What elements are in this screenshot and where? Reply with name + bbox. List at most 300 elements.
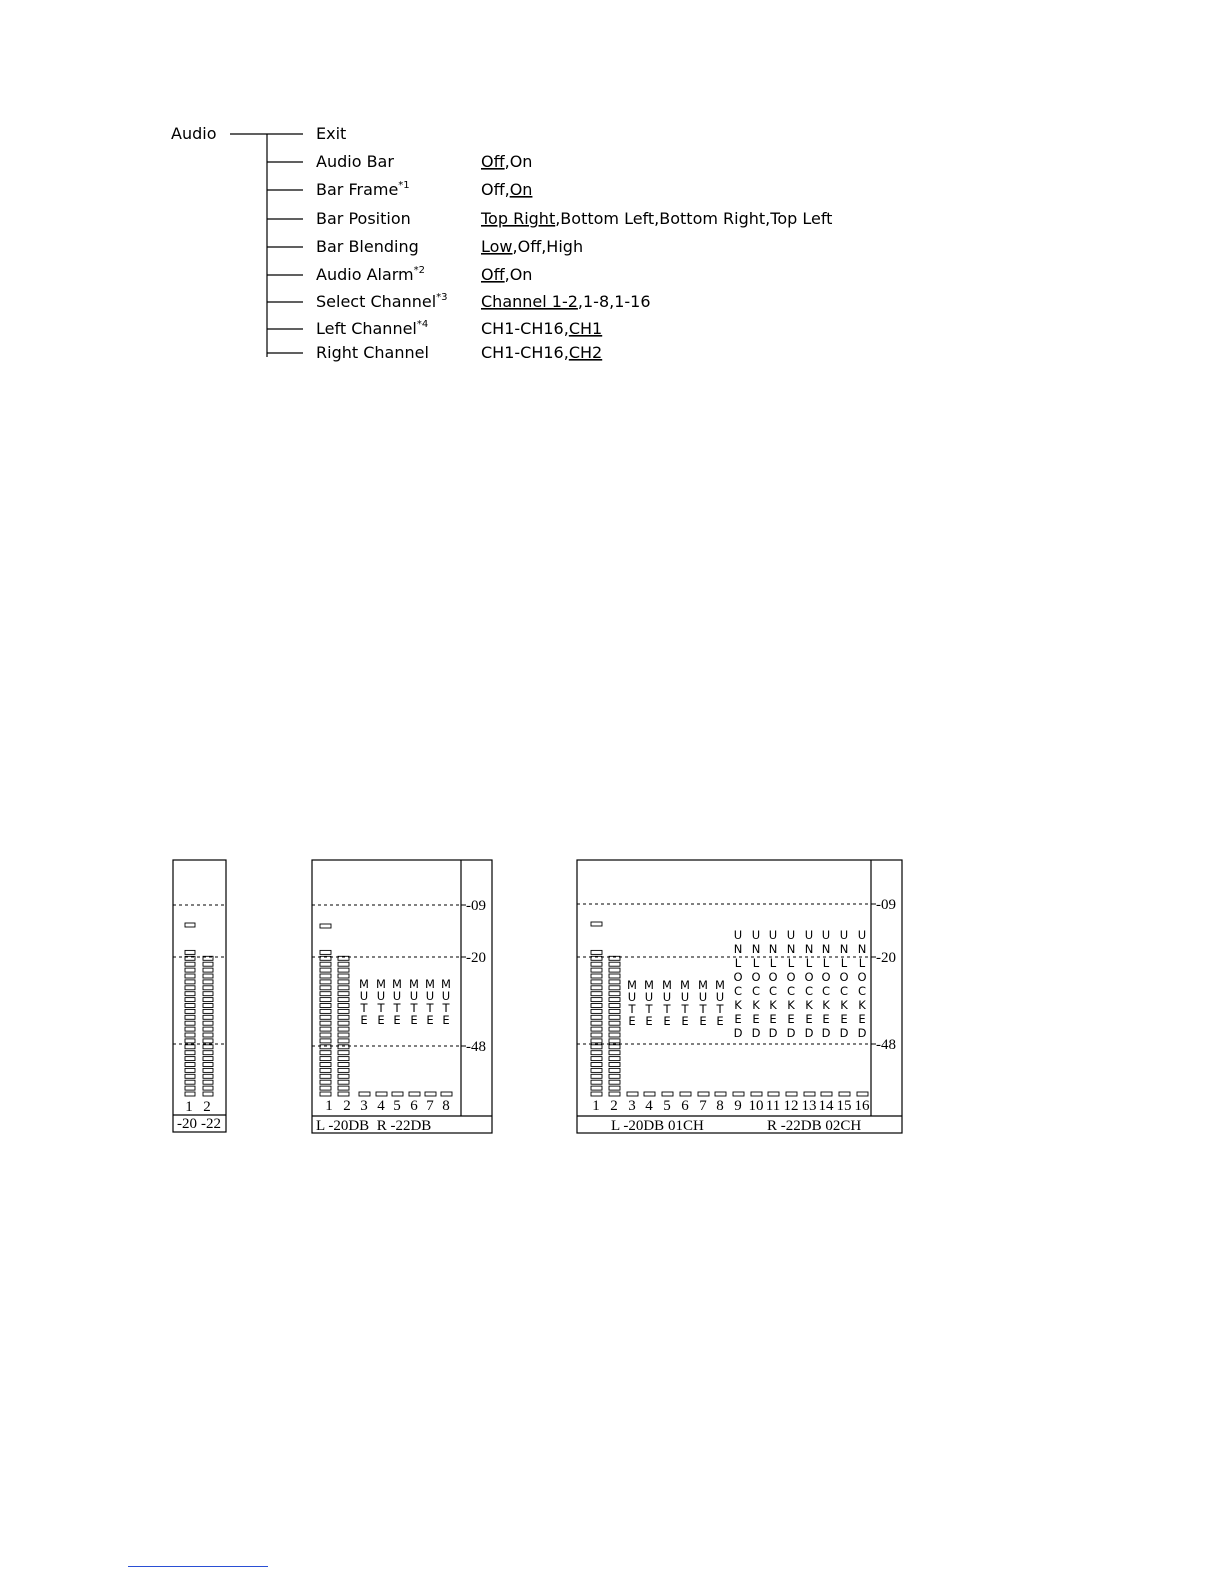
level-segment	[320, 1057, 331, 1061]
channel-number: 7	[699, 1098, 707, 1114]
meter-frame	[173, 860, 226, 1132]
status-letter: M	[698, 978, 708, 992]
level-segment	[591, 986, 602, 990]
channel-number: 4	[377, 1098, 385, 1114]
level-segment	[338, 1057, 349, 1061]
status-letter: M	[715, 978, 725, 992]
channel-number: 2	[610, 1098, 618, 1114]
level-segment	[320, 1015, 331, 1019]
scale-label: -48	[466, 1039, 486, 1055]
level-segment	[715, 1092, 726, 1096]
channel-status-label	[392, 977, 402, 1027]
status-letter: O	[786, 970, 796, 984]
status-letter: K	[769, 998, 777, 1012]
level-segment	[338, 1009, 349, 1013]
channel-status-label	[857, 928, 866, 1040]
status-letter: D	[839, 1026, 849, 1040]
status-letter: T	[645, 1002, 653, 1016]
status-letter: M	[644, 978, 654, 992]
level-segment	[203, 1015, 213, 1019]
status-letter: U	[751, 928, 761, 942]
level-readout: L -20DB R -22DB	[316, 1118, 432, 1134]
level-segment	[203, 1068, 213, 1072]
level-segment	[591, 1045, 602, 1049]
level-segment	[185, 980, 195, 984]
level-segment	[320, 1063, 331, 1067]
peak-hold-segment	[591, 922, 602, 926]
channel-status-label	[839, 928, 848, 1040]
level-segment	[627, 1092, 638, 1096]
status-letter: M	[392, 977, 402, 991]
level-segment	[203, 962, 213, 966]
channel-number: 15	[836, 1098, 852, 1114]
level-segment	[441, 1092, 452, 1096]
status-letter: O	[839, 970, 849, 984]
level-segment	[338, 1080, 349, 1084]
menu-item-label: Select Channel$^{*3}$	[316, 292, 448, 311]
level-segment	[804, 1092, 815, 1096]
status-letter: T	[442, 1001, 450, 1015]
level-segment	[609, 1057, 620, 1061]
status-letter: T	[377, 1001, 385, 1015]
level-segment	[185, 1004, 195, 1008]
status-letter: C	[733, 984, 743, 998]
status-letter: U	[376, 989, 386, 1003]
level-segment	[320, 968, 331, 972]
level-segment	[185, 986, 195, 990]
level-segment	[320, 962, 331, 966]
status-letter: N	[786, 942, 796, 956]
status-letter: U	[680, 990, 690, 1004]
status-letter: D	[786, 1026, 796, 1040]
status-letter: T	[360, 1001, 368, 1015]
level-segment	[338, 986, 349, 990]
level-segment	[320, 950, 331, 954]
status-letter: C	[786, 984, 796, 998]
level-segment	[185, 1015, 195, 1019]
channel-status-label	[821, 928, 830, 1040]
channel-number: 8	[716, 1098, 724, 1114]
default-option: CH2	[568, 343, 603, 362]
level-segment	[591, 1009, 602, 1013]
channel-number: 4	[645, 1098, 653, 1114]
level-segment	[185, 1027, 195, 1031]
level-segment	[338, 1027, 349, 1031]
channel-number: 2	[343, 1098, 351, 1114]
level-segment	[821, 1092, 832, 1096]
scale-label: -20	[876, 950, 896, 966]
footnote-rule	[128, 1566, 268, 1567]
status-letter: E	[734, 1012, 742, 1026]
level-segment	[203, 1039, 213, 1043]
level-segment	[609, 962, 620, 966]
channel-status-label	[715, 978, 725, 1028]
level-segment	[338, 1051, 349, 1055]
status-letter: K	[787, 998, 795, 1012]
status-letter: L	[787, 956, 795, 970]
level-segment	[338, 1004, 349, 1008]
status-letter: O	[857, 970, 867, 984]
status-letter: L	[822, 956, 830, 970]
status-letter: N	[839, 942, 849, 956]
status-letter: U	[441, 989, 451, 1003]
level-segment	[203, 1045, 213, 1049]
default-option: Top Right	[481, 209, 556, 228]
level-segment	[320, 1045, 331, 1049]
level-segment	[609, 1086, 620, 1090]
level-segment	[662, 1092, 673, 1096]
level-segment	[591, 1039, 602, 1043]
level-segment	[591, 950, 602, 954]
channel-status-label	[768, 928, 777, 1040]
level-readout-right: R -22DB 02CH	[767, 1118, 862, 1134]
level-segment	[320, 1080, 331, 1084]
level-segment	[320, 1051, 331, 1055]
level-segment	[185, 1039, 195, 1043]
status-letter: D	[804, 1026, 814, 1040]
level-segment	[591, 1086, 602, 1090]
level-segment	[203, 974, 213, 978]
status-letter: O	[751, 970, 761, 984]
level-segment	[609, 1033, 620, 1037]
channel-number: 1	[592, 1098, 600, 1114]
menu-item-label: Left Channel$^{*4}$	[316, 319, 429, 338]
level-segment	[609, 1027, 620, 1031]
level-segment	[338, 968, 349, 972]
level-segment	[591, 1063, 602, 1067]
status-letter: O	[804, 970, 814, 984]
level-segment	[338, 998, 349, 1002]
status-letter: T	[393, 1001, 401, 1015]
footnote-marker: *2	[413, 265, 426, 276]
status-letter: E	[360, 1013, 368, 1027]
status-letter: E	[645, 1014, 653, 1028]
level-segment	[359, 1092, 370, 1096]
option-text: ,Bottom Left,Bottom Right,Top Left	[555, 209, 833, 228]
status-letter: T	[681, 1002, 689, 1016]
level-segment	[320, 992, 331, 996]
status-letter: E	[716, 1014, 724, 1028]
status-letter: K	[752, 998, 760, 1012]
channel-number: 3	[360, 1098, 368, 1114]
level-segment	[203, 1063, 213, 1067]
level-segment	[591, 1074, 602, 1078]
status-letter: C	[821, 984, 831, 998]
option-text: ,On	[504, 152, 533, 171]
menu-item-label: Right Channel	[316, 343, 429, 362]
level-readout-right: -22	[201, 1116, 221, 1132]
option-text: CH1-CH16,	[481, 319, 569, 338]
channel-number: 14	[818, 1098, 834, 1114]
status-letter: D	[751, 1026, 761, 1040]
level-segment	[203, 1027, 213, 1031]
status-letter: K	[822, 998, 830, 1012]
status-letter: L	[734, 956, 742, 970]
level-segment	[320, 1068, 331, 1072]
level-segment	[338, 1015, 349, 1019]
level-segment	[185, 950, 195, 954]
level-segment	[786, 1092, 797, 1096]
level-segment	[185, 1068, 195, 1072]
status-letter: U	[392, 989, 402, 1003]
level-segment	[857, 1092, 868, 1096]
status-letter: M	[376, 977, 386, 991]
status-letter: N	[804, 942, 814, 956]
status-letter: T	[663, 1002, 671, 1016]
level-segment	[609, 1045, 620, 1049]
channel-number: 8	[442, 1098, 450, 1114]
level-segment	[591, 1004, 602, 1008]
status-letter: T	[628, 1002, 636, 1016]
scale-label: -20	[466, 950, 486, 966]
level-segment	[203, 998, 213, 1002]
default-option: Off	[481, 152, 505, 171]
level-segment	[203, 992, 213, 996]
status-letter: E	[681, 1014, 689, 1028]
status-letter: T	[716, 1002, 724, 1016]
level-segment	[185, 1086, 195, 1090]
status-letter: C	[839, 984, 849, 998]
status-letter: E	[410, 1013, 418, 1027]
level-segment	[644, 1092, 655, 1096]
level-segment	[185, 998, 195, 1002]
level-segment	[203, 1074, 213, 1078]
level-segment	[203, 1009, 213, 1013]
level-segment	[609, 986, 620, 990]
level-segment	[591, 1092, 602, 1096]
status-letter: N	[751, 942, 761, 956]
level-segment	[591, 1057, 602, 1061]
status-letter: E	[858, 1012, 866, 1026]
menu-item-label: Audio Bar	[316, 152, 394, 171]
level-segment	[609, 1068, 620, 1072]
footnote-marker: *1	[398, 180, 410, 191]
level-segment	[609, 1039, 620, 1043]
channel-status-label	[698, 978, 708, 1028]
channel-number: 3	[628, 1098, 636, 1114]
level-segment	[392, 1092, 403, 1096]
status-letter: D	[821, 1026, 831, 1040]
level-segment	[203, 1051, 213, 1055]
level-segment	[591, 962, 602, 966]
channel-number: 7	[426, 1098, 434, 1114]
channel-number: 12	[783, 1098, 799, 1114]
menu-item-label: Bar Position	[316, 209, 411, 228]
level-segment	[185, 1092, 195, 1096]
status-letter: U	[409, 989, 419, 1003]
peak-hold-segment	[185, 923, 195, 927]
channel-number: 5	[663, 1098, 671, 1114]
level-segment	[320, 974, 331, 978]
level-segment	[609, 980, 620, 984]
status-letter: U	[786, 928, 796, 942]
channel-number: 6	[410, 1098, 418, 1114]
level-segment	[320, 1086, 331, 1090]
menu-item-label: Bar Blending	[316, 237, 419, 256]
level-segment	[338, 1045, 349, 1049]
default-option: Low	[481, 237, 513, 256]
status-letter: K	[805, 998, 813, 1012]
status-letter: O	[768, 970, 778, 984]
level-segment	[609, 998, 620, 1002]
level-segment	[425, 1092, 436, 1096]
level-segment	[609, 1009, 620, 1013]
meter-eight-channel	[312, 860, 492, 1134]
footnote-marker: *4	[416, 319, 429, 330]
channel-number: 11	[765, 1098, 781, 1114]
status-letter: N	[733, 942, 743, 956]
status-letter: L	[840, 956, 848, 970]
status-letter: U	[627, 990, 637, 1004]
level-segment	[839, 1092, 850, 1096]
status-letter: U	[733, 928, 743, 942]
level-segment	[203, 1086, 213, 1090]
channel-status-label	[680, 978, 690, 1028]
menu-root-label: Audio	[171, 124, 217, 143]
level-segment	[338, 1033, 349, 1037]
status-letter: D	[857, 1026, 867, 1040]
status-letter: U	[425, 989, 435, 1003]
channel-status-label	[409, 977, 419, 1027]
status-letter: E	[805, 1012, 813, 1026]
level-segment	[320, 986, 331, 990]
channel-status-label	[376, 977, 386, 1027]
meter-sixteen-channel	[577, 860, 902, 1134]
level-segment	[609, 1015, 620, 1019]
level-segment	[338, 980, 349, 984]
level-segment	[338, 1086, 349, 1090]
level-segment	[185, 992, 195, 996]
level-segment	[609, 1092, 620, 1096]
status-letter: E	[377, 1013, 385, 1027]
level-segment	[185, 962, 195, 966]
status-letter: T	[410, 1001, 418, 1015]
level-segment	[609, 1074, 620, 1078]
status-letter: M	[359, 977, 369, 991]
level-segment	[338, 1063, 349, 1067]
level-segment	[338, 1021, 349, 1025]
level-segment	[203, 1021, 213, 1025]
level-segment	[320, 1009, 331, 1013]
option-text: ,On	[504, 265, 533, 284]
status-letter: L	[752, 956, 760, 970]
status-letter: L	[805, 956, 813, 970]
menu-item-label: Audio Alarm$^{*2}$	[316, 265, 426, 284]
status-letter: N	[857, 942, 867, 956]
default-option: On	[509, 180, 533, 199]
level-segment	[751, 1092, 762, 1096]
channel-number: 16	[854, 1098, 870, 1114]
status-letter: E	[787, 1012, 795, 1026]
status-letter: U	[698, 990, 708, 1004]
status-letter: K	[840, 998, 848, 1012]
level-segment	[768, 1092, 779, 1096]
level-segment	[203, 1033, 213, 1037]
level-segment	[733, 1092, 744, 1096]
default-option: Off	[481, 265, 505, 284]
channel-status-label	[804, 928, 813, 1040]
level-segment	[320, 998, 331, 1002]
level-segment	[320, 980, 331, 984]
level-segment	[185, 1074, 195, 1078]
level-segment	[320, 1027, 331, 1031]
footnote-marker: *3	[436, 292, 448, 303]
level-segment	[609, 1051, 620, 1055]
level-segment	[320, 1092, 331, 1096]
status-letter: D	[733, 1026, 743, 1040]
status-letter: K	[858, 998, 866, 1012]
channel-number: 13	[801, 1098, 817, 1114]
level-segment	[591, 992, 602, 996]
status-letter: N	[768, 942, 778, 956]
status-letter: L	[769, 956, 777, 970]
level-segment	[609, 992, 620, 996]
level-segment	[338, 1074, 349, 1078]
level-segment	[609, 1004, 620, 1008]
peak-hold-segment	[320, 924, 331, 928]
channel-number: 10	[748, 1098, 764, 1114]
level-segment	[320, 1033, 331, 1037]
level-segment	[185, 1080, 195, 1084]
level-segment	[698, 1092, 709, 1096]
level-segment	[203, 1057, 213, 1061]
level-segment	[591, 1051, 602, 1055]
status-letter: C	[768, 984, 778, 998]
status-letter: E	[663, 1014, 671, 1028]
status-letter: U	[821, 928, 831, 942]
status-letter: O	[821, 970, 831, 984]
status-letter: K	[734, 998, 742, 1012]
level-segment	[609, 974, 620, 978]
level-segment	[203, 968, 213, 972]
option-text: CH1-CH16,	[481, 343, 569, 362]
status-letter: D	[768, 1026, 778, 1040]
status-letter: U	[359, 989, 369, 1003]
status-letter: N	[821, 942, 831, 956]
status-letter: U	[839, 928, 849, 942]
level-segment	[320, 1021, 331, 1025]
channel-number: 1	[185, 1099, 193, 1115]
channel-number: 1	[325, 1098, 333, 1114]
status-letter: E	[442, 1013, 450, 1027]
status-letter: E	[752, 1012, 760, 1026]
menu-item-label: Bar Frame$^{*1}$	[316, 180, 410, 199]
status-letter: E	[628, 1014, 636, 1028]
status-letter: L	[858, 956, 866, 970]
level-segment	[338, 1039, 349, 1043]
scale-label: -09	[876, 897, 896, 913]
channel-status-label	[751, 928, 760, 1040]
option-text: ,Off,High	[512, 237, 584, 256]
level-segment	[338, 1092, 349, 1096]
channel-number: 5	[393, 1098, 401, 1114]
channel-status-label	[425, 977, 435, 1027]
status-letter: C	[804, 984, 814, 998]
status-letter: U	[857, 928, 867, 942]
level-segment	[185, 1009, 195, 1013]
level-segment	[320, 1074, 331, 1078]
status-letter: U	[715, 990, 725, 1004]
level-segment	[185, 1033, 195, 1037]
option-text: ,1-8,1-16	[577, 292, 651, 311]
status-letter: U	[768, 928, 778, 942]
level-segment	[185, 1063, 195, 1067]
default-option: CH1	[568, 319, 603, 338]
status-letter: T	[426, 1001, 434, 1015]
level-segment	[591, 974, 602, 978]
level-segment	[203, 1004, 213, 1008]
level-segment	[185, 968, 195, 972]
